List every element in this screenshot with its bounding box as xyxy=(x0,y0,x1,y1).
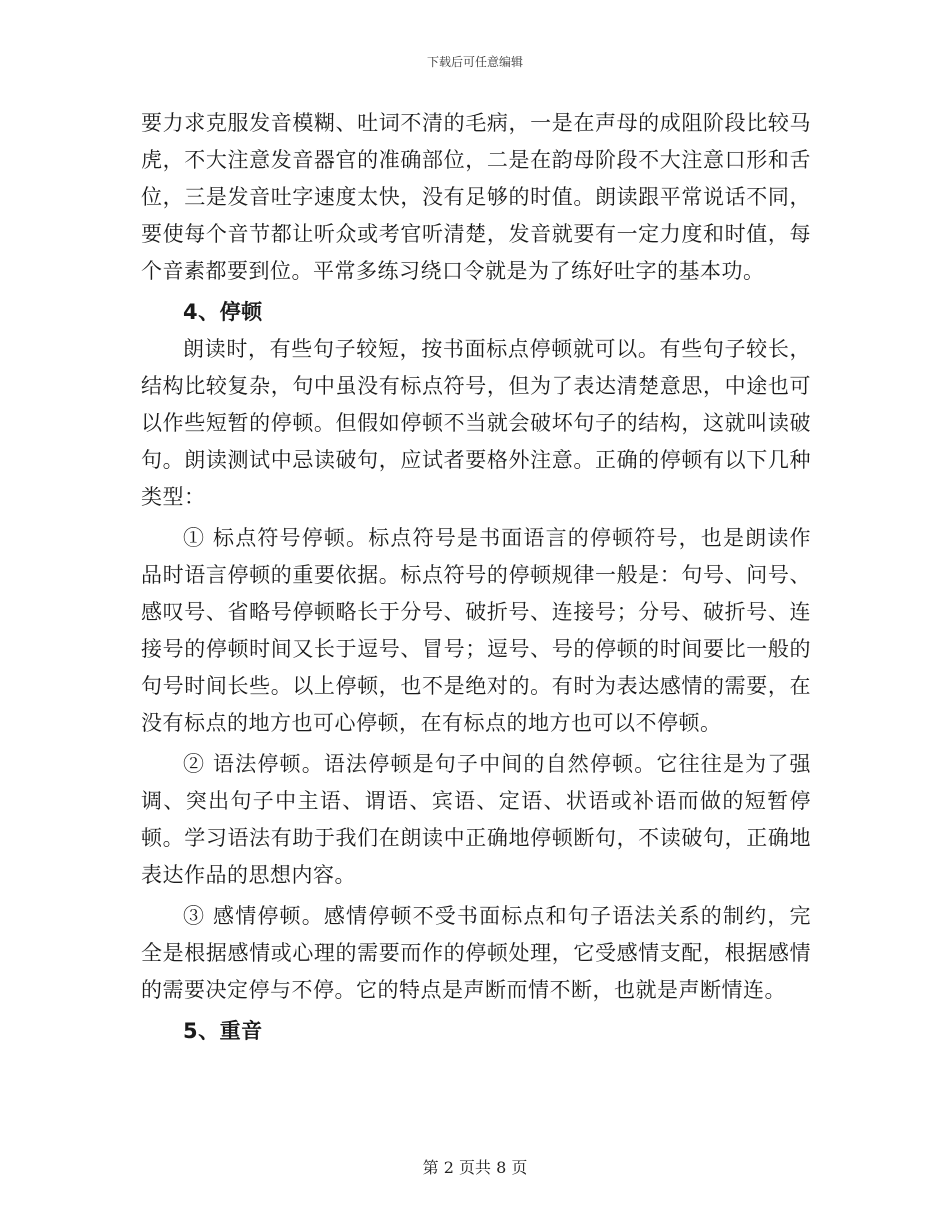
page-number-label: 第 2 页共 8 页 xyxy=(422,1158,528,1177)
document-body xyxy=(141,105,811,1050)
paragraph-pause-intro: 朗读时，有些句子较短，按书面标点停顿就可以。有些句子较长，结构比较复杂，句中虽没有标点符号，但为了表达清楚意思，中途也可以作些短暂的停顿。但假如停顿不当就会破坏句子的结构，这就叫读破句。朗读测试中忌读破句，应试者要格外注意。正确的停顿有以下几种类型： xyxy=(141,337,811,509)
paragraph-punctuation-pause: ① 标点符号停顿。标点符号是书面语言的停顿符号，也是朗读作品时语言停顿的重要依据。标点符号的停顿规律一般是：句号、问号、感叹号、省略号停顿略长于分号、破折号、连接号；分号、破折号、连接号的停顿时间又长于逗号、冒号；逗号、号的停顿的时间要比一般的句号时间长些。以上停顿，也不是绝对的。有时为表达感情的需要，在没有标点的地方也可心停顿，在有标点的地方也可以不停顿。 xyxy=(141,526,811,735)
page-header-note: 下载后可任意编辑 xyxy=(426,55,523,69)
paragraph-grammar-pause: ② 语法停顿。语法停顿是句子中间的自然停顿。它往往是为了强调、突出句子中主语、谓语、宾语、定语、状语或补语而做的短暂停顿。学习语法有助于我们在朗读中正确地停顿断句，不读破句，正确地表达作品的思想内容。 xyxy=(141,752,811,887)
section-heading-stress: 5、重音 xyxy=(183,1019,263,1043)
paragraph-emotion-pause: ③ 感情停顿。感情停顿不受书面标点和句子语法关系的制约，完全是根据感情或心理的需要而作的停顿处理，它受感情支配，根据感情的需要决定停与不停。它的特点是声断而情不断，也就是声断情连。 xyxy=(141,904,811,1002)
paragraph-articulation: 要力求克服发音模糊、吐词不清的毛病，一是在声母的成阻阶段比较马虎，不大注意发音器官的准确部位，二是在韵母阶段不大注意口形和舌位，三是发音吐字速度太快，没有足够的时值。朗读跟平常说话不同，要使每个音节都让听众或考官听清楚，发音就要有一定力度和时值，每个音素都要到位。平常多练习绕口令就是为了练好吐字的基本功。 xyxy=(141,111,811,283)
page-number-footer xyxy=(0,1155,950,1178)
section-heading-pause: 4、停顿 xyxy=(183,300,263,324)
